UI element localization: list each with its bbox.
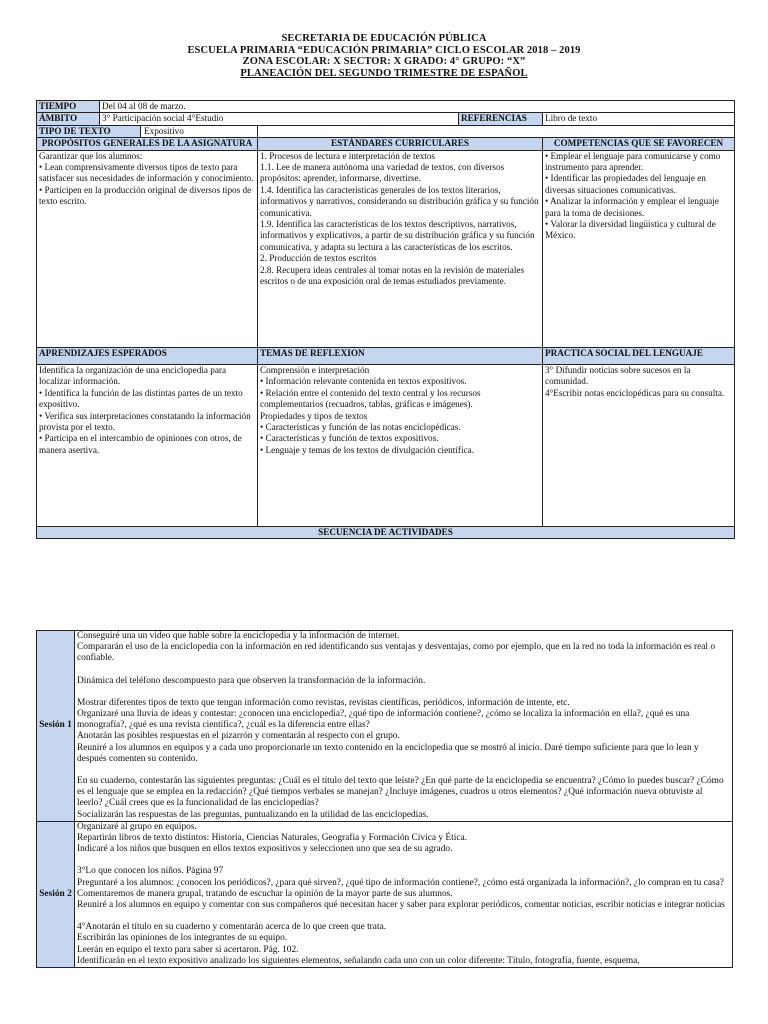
sesion-line: Socializarán las respuestas de las preguntas, puntualizando en la utilidad de las enciclopedias. (77, 809, 429, 820)
temas-line: • Lenguaje y temas de los textos de divulgación científica. (260, 444, 474, 455)
referencias-value: Libro de texto (543, 113, 735, 125)
sesion-line: Conseguiré una un video que hable sobre la enciclopedia y la información de internet. (77, 631, 400, 641)
estandares-header: ESTÁNDARES CURRICULARES (258, 138, 543, 150)
sesion-line: En su cuaderno, contestarán las siguientes preguntas: ¿Cuál es el título del texto que leíste? ¿En qué parte de la enciclopedia se encuentra? ¿Cómo lo puedes buscar? ¿Cómo es el lenguaje que se emplea en la redacción? ¿Qué tiempos verbales se manejan? ¿Incluye imágenes, cuadros u otros elementos? ¿Qué información nueva obtuviste al leerlo? ¿Cuál crees que es la funcionalidad de las enciclopedias? (77, 776, 724, 809)
practica-header: PRACTICA SOCIAL DEL LENGUAJE (543, 347, 735, 364)
sesion-line: Repartirán libros de texto distintos: Historia, Ciencias Naturales, Geografía y Formación Cívica y Ética. (77, 833, 468, 844)
aprendizajes-line: • Participa en el intercambio de opiniones con otros, de manera asertiva. (39, 433, 242, 455)
temas-line: • Información relevante contenida en textos expositivos. (260, 376, 467, 387)
row-secuencia (37, 527, 735, 539)
sesion-label: Sesión 2 (37, 821, 75, 967)
document-header (0, 33, 768, 79)
competencias-line: • Analizar la información y emplear el lenguaje para la toma de decisiones. (545, 196, 719, 218)
practica-line: 4°Escribir notas enciclopédicas para su consulta. (545, 387, 725, 398)
secuencia-header: SECUENCIA DE ACTIVIDADES (37, 527, 735, 539)
row-ambito (37, 113, 735, 125)
tipo-texto-value: Expositivo (144, 125, 184, 136)
header-planeacion: PLANEACIÓN DEL SEGUNDO TRIMESTRE DE ESPAÑOL (240, 67, 528, 79)
temas-header: TEMAS DE REFLEXION (258, 347, 543, 364)
sesion-line: Compararán el uso de la enciclopedia con la información en red identificando sus ventajas y desventajas, como por ejemplo, que en la red no toda la información es real o confiable. (77, 642, 716, 664)
propositos-line: • Participen en la producción original de diversos tipos de texto escrito. (39, 184, 252, 207)
sesion-line: 3°Lo que conocen los niños. Página 97 (77, 866, 224, 877)
row-tipo-texto (37, 125, 735, 137)
referencias-label: REFERENCIAS (459, 113, 543, 125)
tipo-texto-cell (37, 125, 258, 137)
practica-cell (543, 365, 735, 527)
practica-line: 3° Difundir noticias sobre sucesos en la comunidad. (545, 365, 691, 387)
sesion-row (37, 821, 733, 967)
propositos-header: PROPÓSITOS GENERALES DE LA ASIGNATURA (37, 138, 258, 150)
sesion-line: Comentaremos de manera grupal, tratando de escuchar la opinión de la mayor parte de sus alumnos. (77, 888, 453, 899)
estandares-line: 1. Procesos de lectura e interpretación de textos (260, 150, 436, 161)
ambito-value: 3° Participación social 4°Estudio (100, 113, 459, 125)
estandares-line: 1.9. Identifica las características de los textos descriptivos, narrativos, informativos y explicativos, a partir de su distribución gráfica y su función comunicativa, y adapta su lectura a las características de los escritos. (260, 219, 535, 252)
sesion-row (37, 631, 733, 822)
competencias-cell (543, 150, 735, 347)
temas-line: • Características y función de las notas enciclopédicas. (260, 422, 461, 433)
temas-line: Propiedades y tipos de textos (260, 410, 368, 421)
propositos-line: • Lean comprensivamente diversos tipos de texto para satisfacer sus necesidades de información y conocimiento. (39, 162, 254, 184)
tiempo-value: Del 04 al 08 de marzo. (100, 101, 735, 113)
sesiones-table (36, 630, 733, 968)
sesion-line: Anotarán las posibles respuestas en el pizarrón y comentarán al respecto con el grupo. (77, 731, 400, 742)
sesion-line: Leerán en equipo el texto para saber si acertaron. Pág. 102. (77, 944, 299, 955)
sesion-line: Organizaré al grupo en equipos. (77, 821, 197, 832)
row-headers-2 (37, 347, 735, 364)
sesion-line: Preguntaré a los alumnos: ¿conocen los periódicos?, ¿para qué sirven?, ¿qué tipo de información contiene?, ¿cómo está organizada la información?, ¿lo compran en tu casa? (77, 877, 724, 888)
temas-line: • Relación entre el contenido del texto central y los recursos complementarios (recuadros, tablas, gráficas e imágenes). (260, 387, 481, 410)
competencias-line: • Identificar las propiedades del lenguaje en diversas situaciones comunicativas. (545, 173, 706, 195)
competencias-header: COMPETENCIAS QUE SE FAVORECEN (543, 138, 735, 150)
aprendizajes-line: • Identifica la función de las distintas partes de un texto expositivo. (39, 387, 243, 410)
tiempo-label: TIEMPO (37, 101, 100, 113)
estandares-cell (258, 150, 543, 347)
estandares-line: 1.4. Identifica las características generales de los textos literarios, informativos y narrativos, considerando su distribución gráfica y su función comunicativa. (260, 184, 539, 218)
sesion-blank (77, 911, 730, 922)
aprendizajes-line: • Verifica sus interpretaciones constatando la información provista por el texto. (39, 410, 251, 433)
estandares-line: 2.8. Recupera ideas centrales al tomar notas en la revisión de materiales escritos o de una exposición oral de temas estudiados previamente. (260, 264, 525, 287)
aprendizajes-line: Identifica la organización de una enciclopedia para localizar información. (39, 365, 227, 387)
sesion-line: 4°Anotarán el título en su cuaderno y comentarán acerca de lo que creen que trata. (77, 922, 387, 933)
sesion-line: Indicaré a los niños que busquen en ellos textos expositivos y seleccionen uno que sea de su agrado. (77, 844, 453, 855)
estandares-line: 2. Producción de textos escritos (260, 253, 377, 264)
estandares-line: 1.1. Lee de manera autónoma una variedad de textos, con diversos propósitos: aprender, informarse, divertirse. (260, 162, 505, 184)
temas-cell (258, 365, 543, 527)
tipo-texto-label: TIPO DE TEXTO (37, 126, 141, 137)
sesion-content (75, 821, 733, 967)
sesion-line: Reuniré a los alumnos en equipos y a cada uno proporcionarle un texto contenido en la enciclopedia que se mostró al inicio. Daré tiempo suficiente para que lo lean y después comenten su contenido. (77, 742, 699, 764)
planning-table (36, 100, 735, 539)
sesion-content (75, 631, 733, 822)
aprendizajes-cell (37, 365, 258, 527)
competencias-line: • Emplear el lenguaje para comunicarse y como instrumento para aprender. (545, 150, 721, 173)
propositos-cell (37, 150, 258, 347)
sesion-line: Mostrar diferentes tipos de texto que tengan información como revistas, revistas científicas, periódicos, información de intente, etc. (77, 697, 570, 708)
sesion-line: Dinámica del teléfono descompuesto para que observen la transformación de la información. (77, 675, 426, 686)
sesion-label: Sesión 1 (37, 631, 75, 822)
competencias-line: • Valorar la diversidad lingüística y cultural de México. (545, 219, 716, 241)
tipo-texto-empty (258, 125, 735, 137)
sesion-blank (77, 765, 730, 776)
ambito-label: ÁMBITO (37, 113, 100, 125)
sesion-line: Reuniré a los alumnos en equipo y comentar con sus compañeros qué necesitan hacer y saber para explorar periódicos, comentar noticias, escribir noticias e integrar noticias (77, 900, 725, 911)
sesion-line: Escribirán las opiniones de los integrantes de su equipo. (77, 933, 288, 944)
sesion-line: Identificarán en el texto expositivo analizado los siguientes elementos, señalando cada uno con un color diferente: Título, fotografía, fuente, esquema, (77, 955, 640, 966)
sesion-blank (77, 855, 730, 866)
temas-line: • Características y función de textos expositivos. (260, 433, 439, 444)
header-zona: ZONA ESCOLAR: X SECTOR: X GRADO: 4° GRUPO: “X” (242, 56, 526, 68)
aprendizajes-header: APRENDIZAJES ESPERADOS (37, 347, 258, 364)
row-content-1 (37, 150, 735, 347)
row-content-2 (37, 365, 735, 527)
sesion-blank (77, 665, 730, 676)
sesion-line: Organizaré una lluvia de ideas y contestar: ¿conocen una enciclopedia?, ¿qué tipo de información contiene?, ¿cómo se localiza la información en ella?, ¿qué es una monografía?, ¿qué es una revista científica?, ¿cuál es la diferencia entre ellas? (77, 709, 690, 731)
header-secretaria: SECRETARIA DE EDUCACIÓN PÚBLICA (281, 33, 487, 44)
row-tiempo (37, 101, 735, 113)
header-escuela: ESCUELA PRIMARIA “EDUCACIÓN PRIMARIA” CICLO ESCOLAR 2018 – 2019 (187, 44, 581, 56)
propositos-line: Garantizar que los alumnos: (39, 150, 143, 161)
sesion-blank (77, 687, 730, 698)
temas-line: Comprensión e interpretación (260, 365, 370, 376)
row-headers-1 (37, 138, 735, 150)
